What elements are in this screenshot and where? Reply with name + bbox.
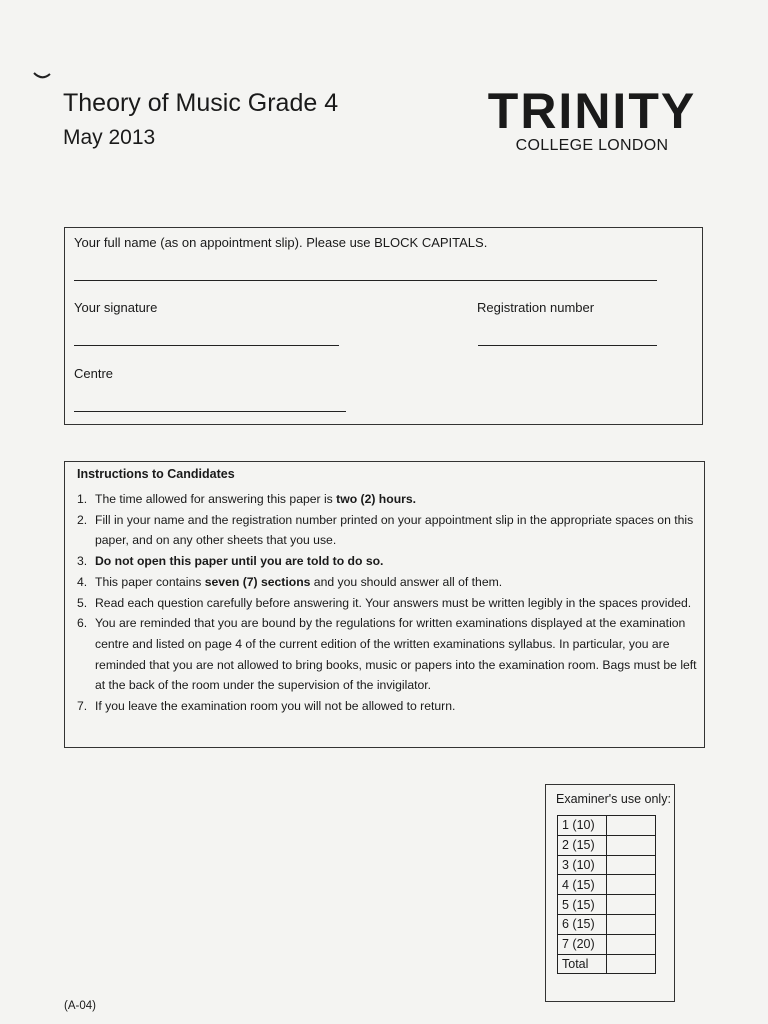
instruction-text-bold: Do not open this paper until you are told to do so. (95, 554, 384, 569)
centre-line[interactable] (74, 411, 346, 412)
trinity-logo (478, 84, 706, 155)
instructions-list (77, 489, 697, 717)
centre-label: Centre (74, 366, 114, 381)
instruction-item (77, 489, 697, 510)
score-row-label: 7 (20) (558, 934, 607, 954)
instruction-item (77, 593, 697, 614)
score-row (558, 954, 656, 974)
score-row (558, 875, 656, 895)
score-cell[interactable] (607, 914, 656, 934)
instruction-text-post: and you should answer all of them. (310, 574, 503, 589)
instruction-number: 2. (77, 512, 88, 527)
instruction-number: 1. (77, 492, 88, 506)
score-row (558, 934, 656, 954)
instruction-item (77, 696, 697, 717)
instruction-text-bold: seven (7) sections (204, 574, 311, 589)
score-row-label: 5 (15) (558, 895, 607, 915)
instruction-item (77, 551, 697, 572)
instruction-item (77, 572, 697, 593)
instructions-box (64, 461, 705, 748)
signature-label: Your signature (74, 300, 158, 315)
examiner-heading: Examiner's use only: (556, 792, 671, 806)
instruction-number: 6. (77, 616, 88, 631)
instruction-item (77, 613, 697, 696)
corner-mark-icon (33, 70, 51, 82)
instruction-text-pre: Read each question carefully before answering it. Your answers must be written legibly in the spaces provided. (95, 595, 692, 610)
score-row-label: 3 (10) (558, 855, 607, 875)
instruction-text-pre: This paper contains (95, 574, 205, 589)
name-label: Your full name (as on appointment slip). Please use BLOCK CAPITALS. (74, 235, 488, 250)
paper-code: (A-04) (64, 1000, 96, 1012)
score-row-label: 1 (10) (558, 816, 607, 836)
registration-line[interactable] (478, 345, 657, 346)
instruction-text-pre: You are reminded that you are bound by the regulations for written examinations displayed at the examination centre and listed on page 4 of the current edition of the written examinations syllabus. In particular, you are reminded that you are not allowed to bring books, music or papers into the examination room. Bags must be left at the back of the room under the supervision of the invigilator. (95, 616, 697, 693)
instruction-number: 7. (77, 699, 88, 714)
registration-label: Registration number (477, 300, 595, 315)
score-cell[interactable] (607, 954, 656, 974)
exam-date: May 2013 (63, 126, 156, 149)
instruction-number: 5. (77, 595, 88, 610)
candidate-details-box (64, 227, 703, 425)
signature-line[interactable] (74, 345, 339, 346)
instruction-text-pre: Fill in your name and the registration number printed on your appointment slip in the appropriate spaces on this paper, and on any other sheets that you use. (95, 512, 694, 548)
score-row-label: 6 (15) (558, 914, 607, 934)
score-row (558, 914, 656, 934)
instructions-heading: Instructions to Candidates (77, 467, 235, 481)
instruction-text-pre: If you leave the examination room you will not be allowed to return. (95, 699, 456, 714)
logo-subtitle: COLLEGE LONDON (515, 137, 669, 154)
score-cell[interactable] (607, 875, 656, 895)
score-cell[interactable] (607, 895, 656, 915)
instruction-text-pre: The time allowed for answering this paper is (95, 492, 337, 506)
score-cell[interactable] (607, 816, 656, 836)
instruction-text-bold: two (2) hours. (336, 492, 417, 506)
score-row (558, 816, 656, 836)
score-row (558, 835, 656, 855)
page-title: Theory of Music Grade 4 (63, 89, 339, 117)
score-row (558, 855, 656, 875)
score-row-label: 2 (15) (558, 835, 607, 855)
examiner-box (545, 784, 675, 1002)
name-line[interactable] (74, 280, 657, 281)
score-cell[interactable] (607, 934, 656, 954)
score-cell[interactable] (607, 835, 656, 855)
score-row (558, 895, 656, 915)
score-row-label: 4 (15) (558, 875, 607, 895)
score-row-label: Total (558, 954, 607, 974)
instruction-number: 3. (77, 554, 88, 569)
score-table (557, 815, 656, 974)
logo-wordmark: TRINITY (487, 83, 697, 139)
score-cell[interactable] (607, 855, 656, 875)
instruction-number: 4. (77, 574, 88, 589)
instruction-item (77, 510, 697, 551)
